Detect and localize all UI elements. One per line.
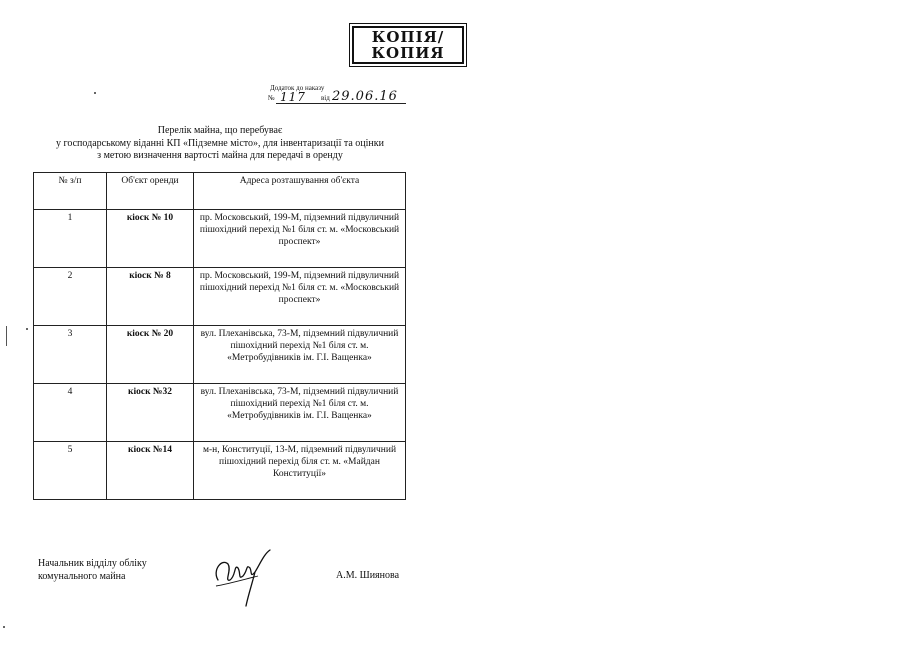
appendix-reference: [268, 84, 408, 106]
order-date: 29.06.16: [332, 89, 398, 104]
row-object: кіоск № 10: [107, 210, 194, 268]
appendix-label: Додаток до наказу: [270, 84, 325, 92]
property-table: [33, 172, 406, 500]
row-address: вул. Плеханівська, 73-М, підземний підвуличний пішохідний перехід №1 біля ст. м. «Метробудівників ім. Г.І. Ващенка»: [194, 326, 406, 384]
row-object: кіоск №14: [107, 442, 194, 500]
table-row: [34, 384, 406, 442]
row-address: вул. Плеханівська, 73-М, підземний підвуличний пішохідний перехід №1 біля ст. м. «Метробудівників ім. Г.І. Ващенка»: [194, 384, 406, 442]
table-row: [34, 442, 406, 500]
order-date-label: від: [321, 94, 330, 102]
order-number: 117: [280, 90, 306, 104]
handwritten-signature: [208, 540, 278, 608]
copy-stamp: [352, 26, 464, 64]
row-object: кіоск №32: [107, 384, 194, 442]
table-row: [34, 326, 406, 384]
row-number: 3: [34, 326, 107, 384]
row-object: кіоск № 8: [107, 268, 194, 326]
signatory-name: А.М. Шиянова: [336, 570, 400, 581]
signatory-position: [38, 557, 147, 583]
table-row: [34, 268, 406, 326]
row-object: кіоск № 20: [107, 326, 194, 384]
position-line-1: Начальник відділу обліку: [38, 558, 147, 569]
scan-speck: [3, 626, 5, 628]
row-address: пр. Московський, 199-М, підземний підвуличний пішохідний перехід №1 біля ст. м. «Московський проспект»: [194, 210, 406, 268]
scan-speck: [26, 328, 28, 330]
order-number-label: №: [268, 94, 275, 102]
position-line-2: комунального майна: [38, 571, 126, 582]
title-line-3: з метою визначення вартості майна для передачі в оренду: [97, 150, 343, 161]
stamp-line-1: КОПІЯ/: [371, 28, 445, 46]
table-header-row: [34, 173, 406, 210]
row-address: пр. Московський, 199-М, підземний підвуличний пішохідний перехід №1 біля ст. м. «Московський проспект»: [194, 268, 406, 326]
scan-speck: [94, 92, 96, 94]
header-object: Об'єкт оренди: [107, 173, 194, 210]
title-line-1: Перелік майна, що перебуває: [157, 125, 283, 136]
stamp-line-2: КОПИЯ: [371, 44, 445, 62]
appendix-underline: [276, 103, 406, 104]
header-number: № з/п: [34, 173, 107, 210]
table-row: [34, 210, 406, 268]
document-title: [40, 125, 400, 163]
scan-margin-mark: [6, 326, 7, 346]
row-number: 1: [34, 210, 107, 268]
row-number: 5: [34, 442, 107, 500]
header-address: Адреса розташування об'єкта: [194, 173, 406, 210]
row-number: 2: [34, 268, 107, 326]
row-address: м-н, Конституції, 13-М, підземний підвуличний пішохідний перехід біля ст. м. «Майдан Конституції»: [194, 442, 406, 500]
row-number: 4: [34, 384, 107, 442]
title-line-2: у господарському віданні КП «Підземне місто», для інвентаризації та оцінки: [56, 137, 384, 149]
